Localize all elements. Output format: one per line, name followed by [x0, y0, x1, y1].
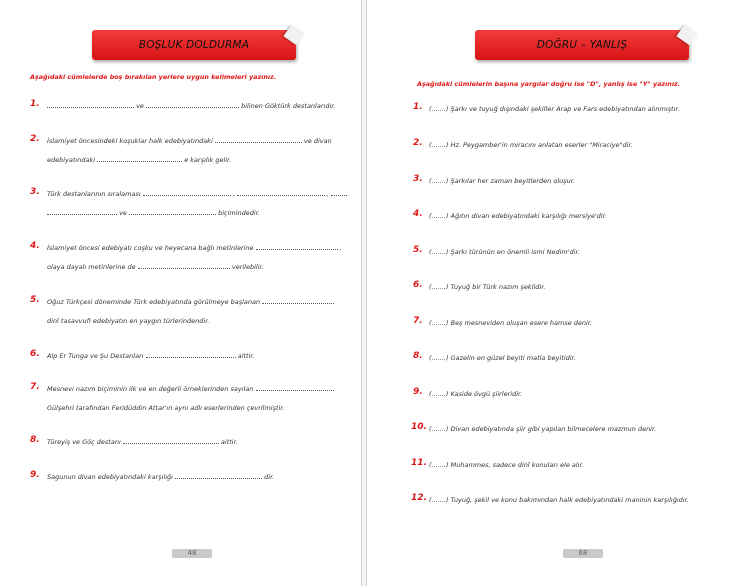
question-text: dir.: [264, 473, 275, 481]
tf-item: [429, 141, 633, 149]
answer-blank[interactable]: (.......): [429, 354, 449, 362]
tf-number: 10.: [411, 422, 427, 432]
answer-blank[interactable]: (.......): [429, 390, 449, 398]
blank-line[interactable]: [138, 263, 230, 269]
tf-number: 3.: [413, 174, 423, 184]
answer-blank[interactable]: (.......): [429, 283, 449, 291]
blank-line[interactable]: [143, 190, 231, 196]
tf-number: 4.: [413, 209, 423, 219]
answer-blank[interactable]: (.......): [429, 212, 449, 220]
question-4: İslamiyet öncesi edebiyatı coşku ve heyecana bağlı metinlerine ,: [47, 244, 342, 252]
question-text: aittir.: [220, 438, 238, 446]
blank-line[interactable]: [129, 209, 216, 215]
tf-number: 6.: [413, 280, 423, 290]
question-number: 3.: [30, 187, 40, 197]
tf-text: Tuyuğ bir Türk nazım şeklidir.: [450, 283, 546, 291]
question-text: Türk destanlarının sıralaması: [47, 190, 141, 198]
question-number: 1.: [30, 99, 40, 109]
right-page: [366, 0, 730, 586]
tf-item: [429, 425, 656, 433]
answer-blank[interactable]: (.......): [429, 496, 449, 504]
question-text: Alp Er Tunga ve Şu Destanları: [47, 352, 144, 360]
answer-blank[interactable]: (.......): [429, 461, 449, 469]
tf-number: 11.: [411, 458, 427, 468]
banner-fold: [676, 25, 697, 46]
question-text: biçimindedir.: [218, 209, 260, 217]
question-number: 8.: [30, 435, 40, 445]
question-text: edebiyatındaki: [47, 156, 96, 164]
question-3: Türk destanlarının sıralaması , ,: [47, 190, 347, 198]
tf-text: Divan edebiyatında şiir gibi yapılan bilmecelere mazmun denir.: [450, 425, 657, 433]
tf-text: Beş mesneviden oluşan esere hamse denir.: [450, 319, 592, 327]
tf-item: [429, 283, 545, 291]
tf-text: Hz. Peygamber'in miracını anlatan eserler "Miraciye"dir.: [450, 141, 633, 149]
tf-number: 5.: [413, 245, 423, 255]
question-text: İslamiyet öncesi edebiyatı coşku ve heyecana bağlı metinlerine: [47, 244, 254, 252]
blank-line[interactable]: [123, 438, 219, 444]
blank-line[interactable]: [97, 156, 182, 162]
blank-line[interactable]: [146, 352, 236, 358]
question-text: Sagunun divan edebiyatındaki karşılığı: [47, 473, 173, 481]
left-page-title: BOŞLUK DOLDURMA: [138, 39, 250, 51]
tf-number: 7.: [413, 316, 423, 326]
tf-text: Şarkı ve tuyuğ dışındaki şekiller Arap ve Fars edebiyatından alınmıştır.: [450, 105, 680, 113]
blank-line[interactable]: [237, 190, 325, 196]
tf-item: [429, 212, 607, 220]
question-2: [47, 137, 332, 145]
tf-number: 8.: [413, 351, 423, 361]
question-text: ve: [119, 209, 127, 217]
question-number: 4.: [30, 241, 40, 251]
answer-blank[interactable]: (.......): [429, 248, 449, 256]
left-page-number: 48: [172, 549, 212, 558]
tf-item: [429, 177, 575, 185]
answer-blank[interactable]: (.......): [429, 105, 449, 113]
question-text: Mesnevi nazım biçiminin ilk ve en değerli örneklerinden sayılan: [47, 385, 254, 393]
blank-line[interactable]: [175, 473, 262, 479]
blank-line[interactable]: [256, 244, 338, 250]
question-text: olaya dayalı metinlerine de: [47, 263, 136, 271]
tf-text: Gazelin en güzel beyiti matla beyitidir.: [450, 354, 576, 362]
question-number: 7.: [30, 382, 40, 392]
tf-text: Şarkı türünün en önemli ismi Nedim'dir.: [450, 248, 580, 256]
question-8: [47, 438, 238, 446]
blank-line[interactable]: [215, 137, 302, 143]
answer-blank[interactable]: (.......): [429, 319, 449, 327]
question-number: 6.: [30, 349, 40, 359]
tf-item: [429, 319, 592, 327]
question-text: e karşılık gelir.: [184, 156, 232, 164]
tf-item: [429, 461, 584, 469]
blank-line[interactable]: [331, 190, 347, 196]
question-3-line-2: [47, 209, 260, 217]
question-text: İslamiyet öncesindeki koşuklar halk edebiyatındaki: [47, 137, 213, 145]
banner-fold: [283, 25, 304, 46]
answer-blank[interactable]: (.......): [429, 177, 449, 185]
answer-blank[interactable]: (.......): [429, 425, 449, 433]
question-7: [47, 385, 334, 393]
question-5-line-2: dinî tasavvufi edebiyatın en yaygın türlerindendir.: [47, 317, 210, 325]
tf-item: [429, 354, 576, 362]
right-page-number: 68: [563, 549, 603, 558]
question-text: bilinen Göktürk destanlarıdır.: [241, 102, 336, 110]
tf-item: [429, 390, 522, 398]
tf-number: 9.: [413, 387, 423, 397]
question-4-line-2: [47, 263, 264, 271]
question-text: ve divan: [303, 137, 332, 145]
tf-item: [429, 496, 689, 504]
question-5: [47, 298, 334, 306]
blank-line[interactable]: [47, 102, 134, 108]
tf-item: [429, 248, 580, 256]
question-text: aittir.: [237, 352, 255, 360]
right-page-title: DOĞRU – YANLIŞ: [536, 39, 628, 51]
tf-text: Şarkılar her zaman beyitlerden oluşur.: [450, 177, 575, 185]
tf-number: 2.: [413, 138, 423, 148]
question-2-line-2: [47, 156, 231, 164]
question-number: 9.: [30, 470, 40, 480]
question-text: verilebilir.: [231, 263, 264, 271]
left-instruction: Aşağıdaki cümlelerde boş bırakılan yerlere uygun kelimeleri yazınız.: [30, 73, 277, 81]
answer-blank[interactable]: (.......): [429, 141, 449, 149]
tf-item: [429, 105, 680, 113]
question-7-line-2: Gülşehri tarafından Feridüddin Attar'ın aynı adlı eserlerinden çevrilmiştir.: [47, 404, 285, 412]
blank-line[interactable]: [146, 102, 239, 108]
tf-text: Muhammes, sadece dinî konuları ele alır.: [450, 461, 584, 469]
tf-number: 1.: [413, 102, 423, 112]
tf-text: Tuyuğ, şekil ve konu bakımından halk edebiyatındaki maninin karşılığıdır.: [450, 496, 689, 504]
tf-text: Kaside övgü şiirleridir.: [450, 390, 523, 398]
question-text: ve: [136, 102, 144, 110]
question-number: 2.: [30, 134, 40, 144]
blank-line[interactable]: [256, 385, 334, 391]
blank-line[interactable]: [262, 298, 334, 304]
right-title-banner: [475, 30, 689, 60]
question-1: [47, 102, 335, 110]
tf-text: Ağıtın divan edebiyatındaki karşılığı mersiye'dir.: [450, 212, 607, 220]
question-text: Türeyiş ve Göç destanı: [47, 438, 121, 446]
blank-line[interactable]: [47, 209, 117, 215]
left-title-banner: [92, 30, 296, 60]
right-instruction: Aşağıdaki cümlelerin başına yargılar doğru ise "D", yanlış ise "Y" yazınız.: [417, 80, 681, 88]
question-text: Oğuz Türkçesi döneminde Türk edebiyatında görülmeye başlanan: [47, 298, 261, 306]
left-page: [0, 0, 362, 586]
question-6: [47, 352, 255, 360]
tf-number: 12.: [411, 493, 427, 503]
question-9: [47, 473, 274, 481]
question-number: 5.: [30, 295, 40, 305]
